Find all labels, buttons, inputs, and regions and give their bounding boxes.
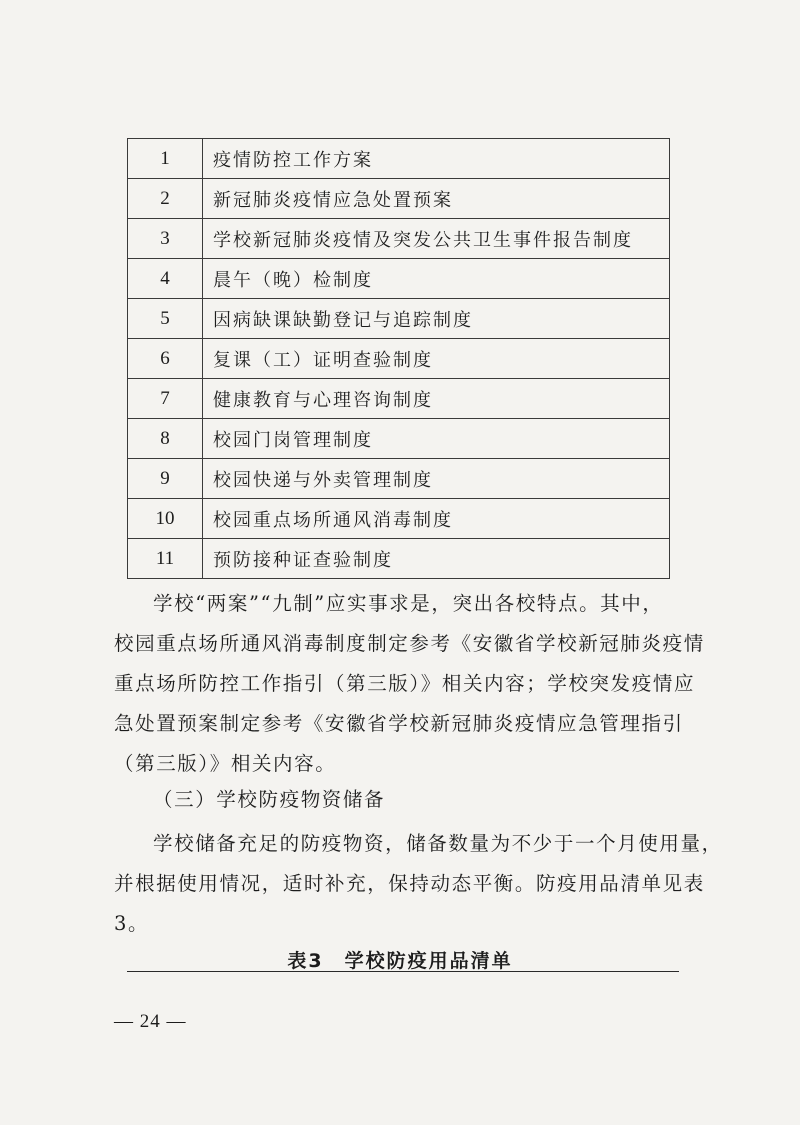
page-number: — 24 — <box>114 1011 187 1032</box>
row-number: 6 <box>128 339 203 379</box>
row-item: 学校新冠肺炎疫情及突发公共卫生事件报告制度 <box>203 219 670 259</box>
row-item: 新冠肺炎疫情应急处置预案 <box>203 179 670 219</box>
row-number: 1 <box>128 139 203 179</box>
row-number: 10 <box>128 499 203 539</box>
paragraph-line: 学校“两案”“九制”应实事求是，突出各校特点。其中， <box>153 592 664 615</box>
table-row <box>128 539 670 579</box>
paragraph-templates <box>114 584 705 784</box>
section-heading: （三）学校防疫物资储备 <box>153 788 386 811</box>
paragraph-supplies <box>114 824 723 944</box>
table-row <box>128 179 670 219</box>
row-number: 11 <box>128 539 203 579</box>
paragraph-line: 学校储备充足的防疫物资，储备数量为不少于一个月使用量， <box>153 832 723 855</box>
row-item: 校园门岗管理制度 <box>203 419 670 459</box>
regulations-table <box>127 138 670 579</box>
paragraph-line: 重点场所防控工作指引（第三版）》相关内容；学校突发疫情应 <box>114 672 696 695</box>
row-number: 2 <box>128 179 203 219</box>
row-item: 校园快递与外卖管理制度 <box>203 459 670 499</box>
regulations-table-body <box>128 139 670 579</box>
table-row <box>128 139 670 179</box>
table-row <box>128 339 670 379</box>
row-item: 健康教育与心理咨询制度 <box>203 379 670 419</box>
row-item: 因病缺课缺勤登记与追踪制度 <box>203 299 670 339</box>
paragraph-line: 急处置预案制定参考《安徽省学校新冠肺炎疫情应急管理指引 <box>114 712 684 735</box>
row-number: 9 <box>128 459 203 499</box>
paragraph-line: （第三版）》相关内容。 <box>114 752 337 775</box>
row-item: 预防接种证查验制度 <box>203 539 670 579</box>
row-item: 疫情防控工作方案 <box>203 139 670 179</box>
table-row <box>128 499 670 539</box>
row-number: 4 <box>128 259 203 299</box>
table-row <box>128 219 670 259</box>
row-item: 晨午（晚）检制度 <box>203 259 670 299</box>
table-row <box>128 419 670 459</box>
table-row <box>128 459 670 499</box>
table-caption: 表3 学校防疫用品清单 <box>287 950 513 972</box>
paragraph-line: 校园重点场所通风消毒制度制定参考《安徽省学校新冠肺炎疫情 <box>114 632 705 655</box>
paragraph-line: 并根据使用情况，适时补充，保持动态平衡。防疫用品清单见表 <box>114 872 705 895</box>
row-number: 3 <box>128 219 203 259</box>
row-item: 校园重点场所通风消毒制度 <box>203 499 670 539</box>
row-number: 7 <box>128 379 203 419</box>
row-number: 8 <box>128 419 203 459</box>
table-row <box>128 299 670 339</box>
row-number: 5 <box>128 299 203 339</box>
row-item: 复课（工）证明查验制度 <box>203 339 670 379</box>
paragraph-line: 3。 <box>114 912 150 935</box>
table-row <box>128 379 670 419</box>
caption-divider <box>127 971 679 972</box>
table-row <box>128 259 670 299</box>
